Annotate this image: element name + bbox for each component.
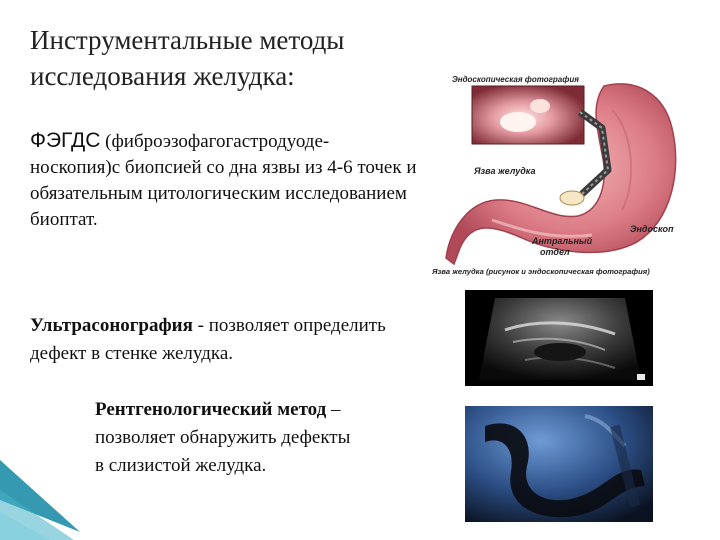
figure-caption: Язва желудка (рисунок и эндоскопическая фотография): [432, 267, 650, 276]
label-antral-2: отдел: [540, 247, 570, 257]
fgds-abbr: ФЭГДС: [30, 129, 101, 152]
xray-text-3: в слизистой желудка.: [95, 455, 267, 476]
xray-text-1: –: [326, 399, 341, 420]
fgds-text-1: (фиброэзофагогастродуоде-: [100, 131, 330, 152]
ultrasound-term: Ультрасонография: [30, 315, 193, 336]
fgds-paragraph: [30, 128, 430, 233]
slide-title: Инструментальные методы исследования желудка:: [30, 25, 345, 91]
xray-image: [465, 406, 653, 522]
ultrasound-image: [465, 290, 653, 386]
label-endoscope: Эндоскоп: [630, 224, 674, 234]
label-antral-1: Антральный: [532, 236, 593, 246]
ultrasound-paragraph: [30, 312, 440, 368]
xray-paragraph: [95, 396, 435, 480]
xray-term: Рентгенологический метод: [95, 399, 327, 420]
label-endoscopic-photo: Эндоскопическая фотография: [452, 75, 579, 84]
fgds-text-2: носкопия)с биопсией со дна язвы из 4-6 точек и обязательным цитологическим исследованием биоптат.: [30, 157, 417, 230]
xray-text-2: позволяет обнаружить дефекты: [95, 427, 351, 448]
decorative-accent: [0, 460, 80, 540]
stomach-ulcer-illustration: [432, 70, 704, 282]
label-ulcer: Язва желудка: [474, 166, 536, 176]
ultrasound-text: - позволяет определить дефект в стенке желудка.: [30, 315, 386, 364]
